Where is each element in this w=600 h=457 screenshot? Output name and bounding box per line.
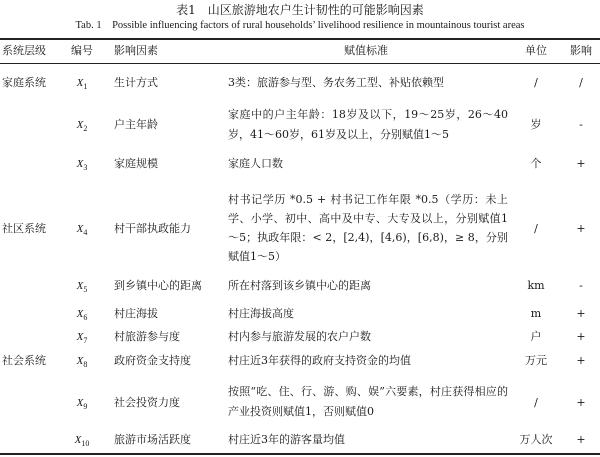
row-assign: 3类：旅游参与型、务农务工型、补贴依赖型 (228, 76, 444, 89)
row-code: $X_3$ (76, 158, 88, 173)
row-unit: 个 (530, 157, 542, 170)
row-effect: + (576, 307, 586, 320)
row-assign: 村书记学历 *0.5 + 村书记工作年限 *0.5（学历：未上学、小学、初中、高中及中专、大专及以上，分别赋值1～5；执政年限：< 2，[2,4)，[4,6)，[6,8)，≥ 8，分别赋值1～5） (228, 193, 508, 263)
header-assign: 赋值标准 (344, 44, 388, 57)
row-code: $X_8$ (76, 355, 88, 370)
row-factor: 村庄海拔 (114, 307, 158, 320)
row-assign: 村庄近3年获得的政府支持资金的均值 (228, 354, 411, 367)
row-factor: 村干部执政能力 (114, 222, 191, 235)
table-caption-cn: 表1 山区旅游地农户生计韧性的可能影响因素 (176, 3, 424, 17)
row-unit: 户 (530, 330, 542, 343)
row-code: $X_4$ (76, 223, 88, 238)
row-unit: km (527, 279, 545, 292)
header-code: 编号 (71, 44, 93, 57)
group-label-community: 社区系统 (2, 222, 46, 235)
row-effect: - (579, 279, 583, 292)
row-factor: 户主年龄 (114, 118, 158, 131)
row-factor: 旅游市场活跃度 (114, 433, 191, 446)
header-effect: 影响 (570, 44, 592, 57)
row-unit: / (534, 222, 538, 235)
row-factor: 到乡镇中心的距离 (114, 279, 202, 292)
row-unit: / (534, 396, 538, 409)
row-factor: 家庭规模 (114, 157, 158, 170)
row-factor: 社会投资力度 (114, 396, 180, 409)
row-code: $X_2$ (76, 119, 88, 134)
row-assign: 按照“吃、住、行、游、购、娱”六要素，村庄获得相应的产业投资则赋值1，否则赋值0 (228, 385, 508, 418)
row-effect: + (576, 222, 586, 235)
row-unit: 万元 (525, 354, 547, 367)
row-effect: + (576, 396, 586, 409)
row-effect: + (576, 354, 586, 367)
row-effect: + (576, 433, 586, 446)
row-code: $X_9$ (76, 397, 88, 412)
header-factor: 影响因素 (114, 44, 158, 57)
header-level: 系统层级 (2, 44, 46, 57)
row-effect: / (579, 76, 583, 89)
group-label-household: 家庭系统 (2, 76, 46, 89)
row-assign: 所在村落到该乡镇中心的距离 (228, 279, 371, 292)
row-effect: - (579, 118, 583, 131)
row-code: $X_1$ (76, 77, 88, 92)
table-caption-en: Tab. 1 Possible influencing factors of rural households’ livelihood resilience in mountainous tourist areas (75, 20, 525, 31)
header-unit: 单位 (525, 44, 547, 57)
row-factor: 生计方式 (114, 76, 158, 89)
row-code: $X_{10}$ (74, 434, 90, 449)
row-effect: + (576, 330, 586, 343)
row-effect: + (576, 157, 586, 170)
row-unit: 岁 (530, 118, 542, 131)
row-assign: 村内参与旅游发展的农户户数 (228, 330, 371, 343)
row-assign: 村庄海拔高度 (228, 307, 294, 320)
row-unit: 万人次 (519, 433, 553, 446)
row-assign: 家庭人口数 (228, 157, 283, 170)
row-factor: 村旅游参与度 (114, 330, 180, 343)
row-code: $X_6$ (76, 308, 88, 323)
top-rule (0, 38, 600, 40)
bottom-rule (0, 453, 600, 455)
group-label-social: 社会系统 (2, 354, 46, 367)
row-assign: 家庭中的户主年龄：18岁及以下，19～25岁，26～40岁，41～60岁，61岁及以上，分别赋值1～5 (228, 108, 508, 141)
row-unit: m (530, 307, 542, 320)
row-factor: 政府资金支持度 (114, 354, 191, 367)
row-assign: 村庄近3年的游客量均值 (228, 433, 345, 446)
row-code: $X_5$ (76, 280, 88, 295)
row-code: $X_7$ (76, 331, 88, 346)
row-unit: / (534, 76, 538, 89)
header-rule (0, 63, 600, 64)
